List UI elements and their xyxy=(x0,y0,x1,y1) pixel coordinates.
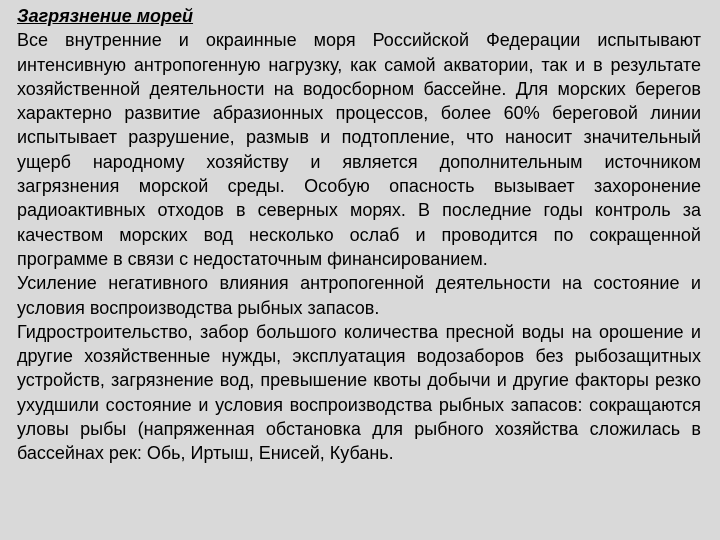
paragraph-anthropogenic-impact: Усиление негативного влияния антропогенной деятельности на состояние и условия воспроизводства рыбных запасов. xyxy=(17,273,701,318)
slide-title: Загрязнение морей xyxy=(17,6,194,26)
paragraph-seas-pollution: Все внутренние и окраинные моря Российской Федерации испытывают интенсивную антропогенную нагрузку, как самой акватории, так и в результате хозяйственной деятельности на водосборном бассейне. Для морских берегов характерно развитие абразионных процессов, более 60% береговой линии испытывает разрушение, размыв и подтопление, что наносит значительный ущерб народному хозяйству и является дополнительным источником загрязнения морской среды. Особую опасность вызывает захоронение радиоактивных отходов в северных морях. В последние годы контроль за качеством морских вод несколько ослаб и проводится по сокращенной программе в связи с недостаточным финансированием. xyxy=(17,30,701,269)
paragraph-fish-stocks: Гидростроительство, забор большого количества пресной воды на орошение и другие хозяйственные нужды, эксплуатация водозаборов без рыбозащитных устройств, загрязнение вод, превышение квоты добычи и другие факторы резко ухудшили состояние и условия воспроизводства рыбных запасов: сокращаются уловы рыбы (напряженная обстановка для рыбного хозяйства сложилась в бассейнах рек: Обь, Иртыш, Енисей, Кубань. xyxy=(17,321,701,464)
